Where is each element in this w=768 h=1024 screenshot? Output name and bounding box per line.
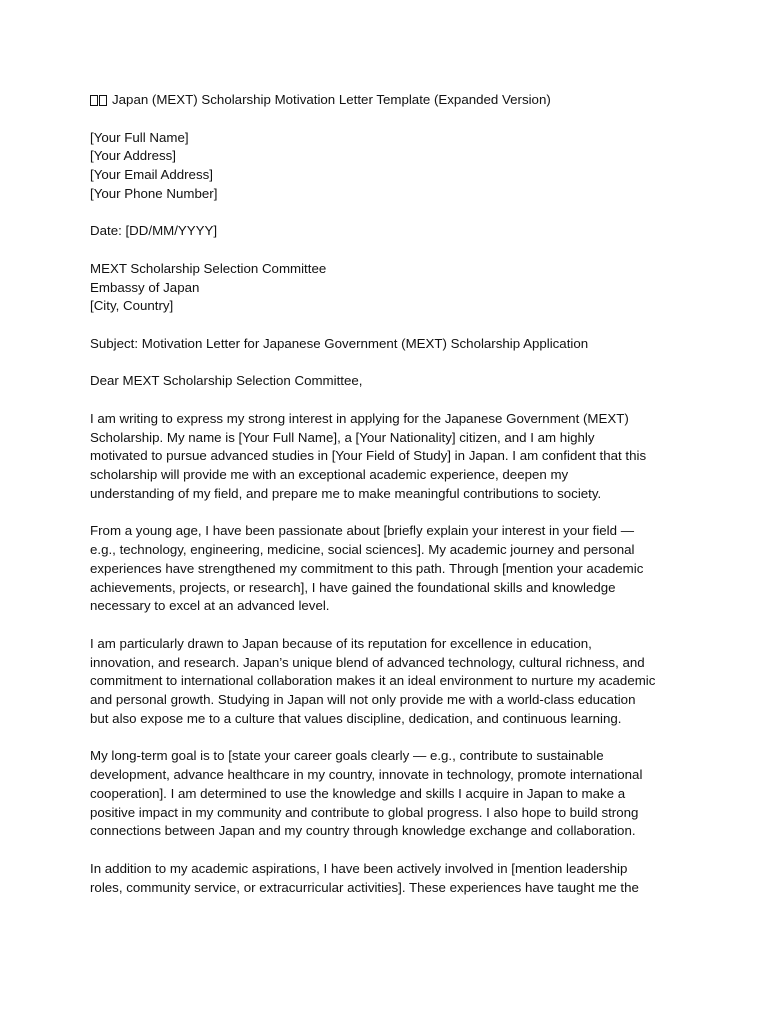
- paragraph-line: innovation, and research. Japan’s unique blend of advanced technology, cultural richness, and: [90, 654, 645, 670]
- sender-block: [90, 129, 682, 204]
- paragraph-line: commitment to international collaboration makes it an ideal environment to nurture my academic: [90, 673, 656, 689]
- paragraph-goals: [90, 747, 682, 841]
- paragraph-passion: [90, 522, 682, 616]
- paragraph-line: scholarship will provide me with an exceptional academic experience, deepen my: [90, 467, 569, 482]
- missing-glyph-icon: [99, 95, 107, 106]
- paragraph-line: connections between Japan and my country through knowledge exchange and collaboration.: [90, 823, 636, 839]
- sender-address: [Your Address]: [90, 148, 176, 164]
- paragraph-line: roles, community service, or extracurricular activities]. These experiences have taught me the: [90, 879, 639, 895]
- paragraph-line: understanding of my field, and prepare me to make meaningful contributions to society.: [90, 485, 602, 501]
- letter-date: Date: [DD/MM/YYYY]: [90, 223, 218, 239]
- paragraph-line: From a young age, I have been passionate about [briefly explain your interest in your field —: [90, 523, 635, 539]
- paragraph-why-japan: [90, 635, 682, 729]
- sender-name: [Your Full Name]: [90, 129, 189, 145]
- document-title: [90, 91, 682, 110]
- recipient-embassy: Embassy of Japan: [90, 279, 200, 295]
- paragraph-line: motivated to pursue advanced studies in [Your Field of Study] in Japan. I am confident that this: [90, 448, 647, 464]
- paragraph-line: achievements, projects, or research], I have gained the foundational skills and knowledge: [90, 579, 616, 595]
- paragraph-line: development, advance healthcare in my country, innovate in technology, promote international: [90, 767, 643, 782]
- paragraph-line: positive impact in my community and contribute to global progress. I also hope to build strong: [90, 804, 639, 820]
- recipient-location: [City, Country]: [90, 298, 174, 314]
- letter-subject: Subject: Motivation Letter for Japanese Government (MEXT) Scholarship Application: [90, 335, 589, 351]
- recipient-committee: MEXT Scholarship Selection Committee: [90, 260, 327, 276]
- paragraph-line: and personal growth. Studying in Japan will not only provide me with a world-class education: [90, 692, 636, 707]
- paragraph-line: My long-term goal is to [state your career goals clearly — e.g., contribute to sustainable: [90, 748, 604, 764]
- sender-phone: [Your Phone Number]: [90, 185, 218, 201]
- paragraph-line: Scholarship. My name is [Your Full Name], a [Your Nationality] citizen, and I am highly: [90, 429, 595, 445]
- letter-body: [90, 91, 682, 897]
- paragraph-activities: [90, 860, 682, 898]
- document-title-text: Japan (MEXT) Scholarship Motivation Letter Template (Expanded Version): [112, 92, 551, 107]
- paragraph-line: cooperation]. I am determined to use the knowledge and skills I acquire in Japan to make a: [90, 785, 626, 801]
- paragraph-line: e.g., technology, engineering, medicine, social sciences]. My academic journey and personal: [90, 542, 635, 557]
- paragraph-line: I am writing to express my strong interest in applying for the Japanese Government (MEXT): [90, 410, 629, 426]
- paragraph-line: necessary to excel at an advanced level.: [90, 598, 330, 614]
- missing-glyph-icon: [90, 95, 98, 106]
- paragraph-line: I am particularly drawn to Japan because of its reputation for excellence in education,: [90, 635, 592, 651]
- paragraph-intro: [90, 410, 682, 504]
- sender-email: [Your Email Address]: [90, 167, 213, 182]
- paragraph-line: In addition to my academic aspirations, I have been actively involved in [mention leadership: [90, 860, 628, 876]
- paragraph-line: but also expose me to a culture that values discipline, dedication, and continuous learning.: [90, 710, 622, 726]
- letter-salutation: Dear MEXT Scholarship Selection Committee,: [90, 373, 363, 389]
- paragraph-line: experiences have strengthened my commitment to this path. Through [mention your academic: [90, 560, 644, 576]
- recipient-block: [90, 260, 682, 316]
